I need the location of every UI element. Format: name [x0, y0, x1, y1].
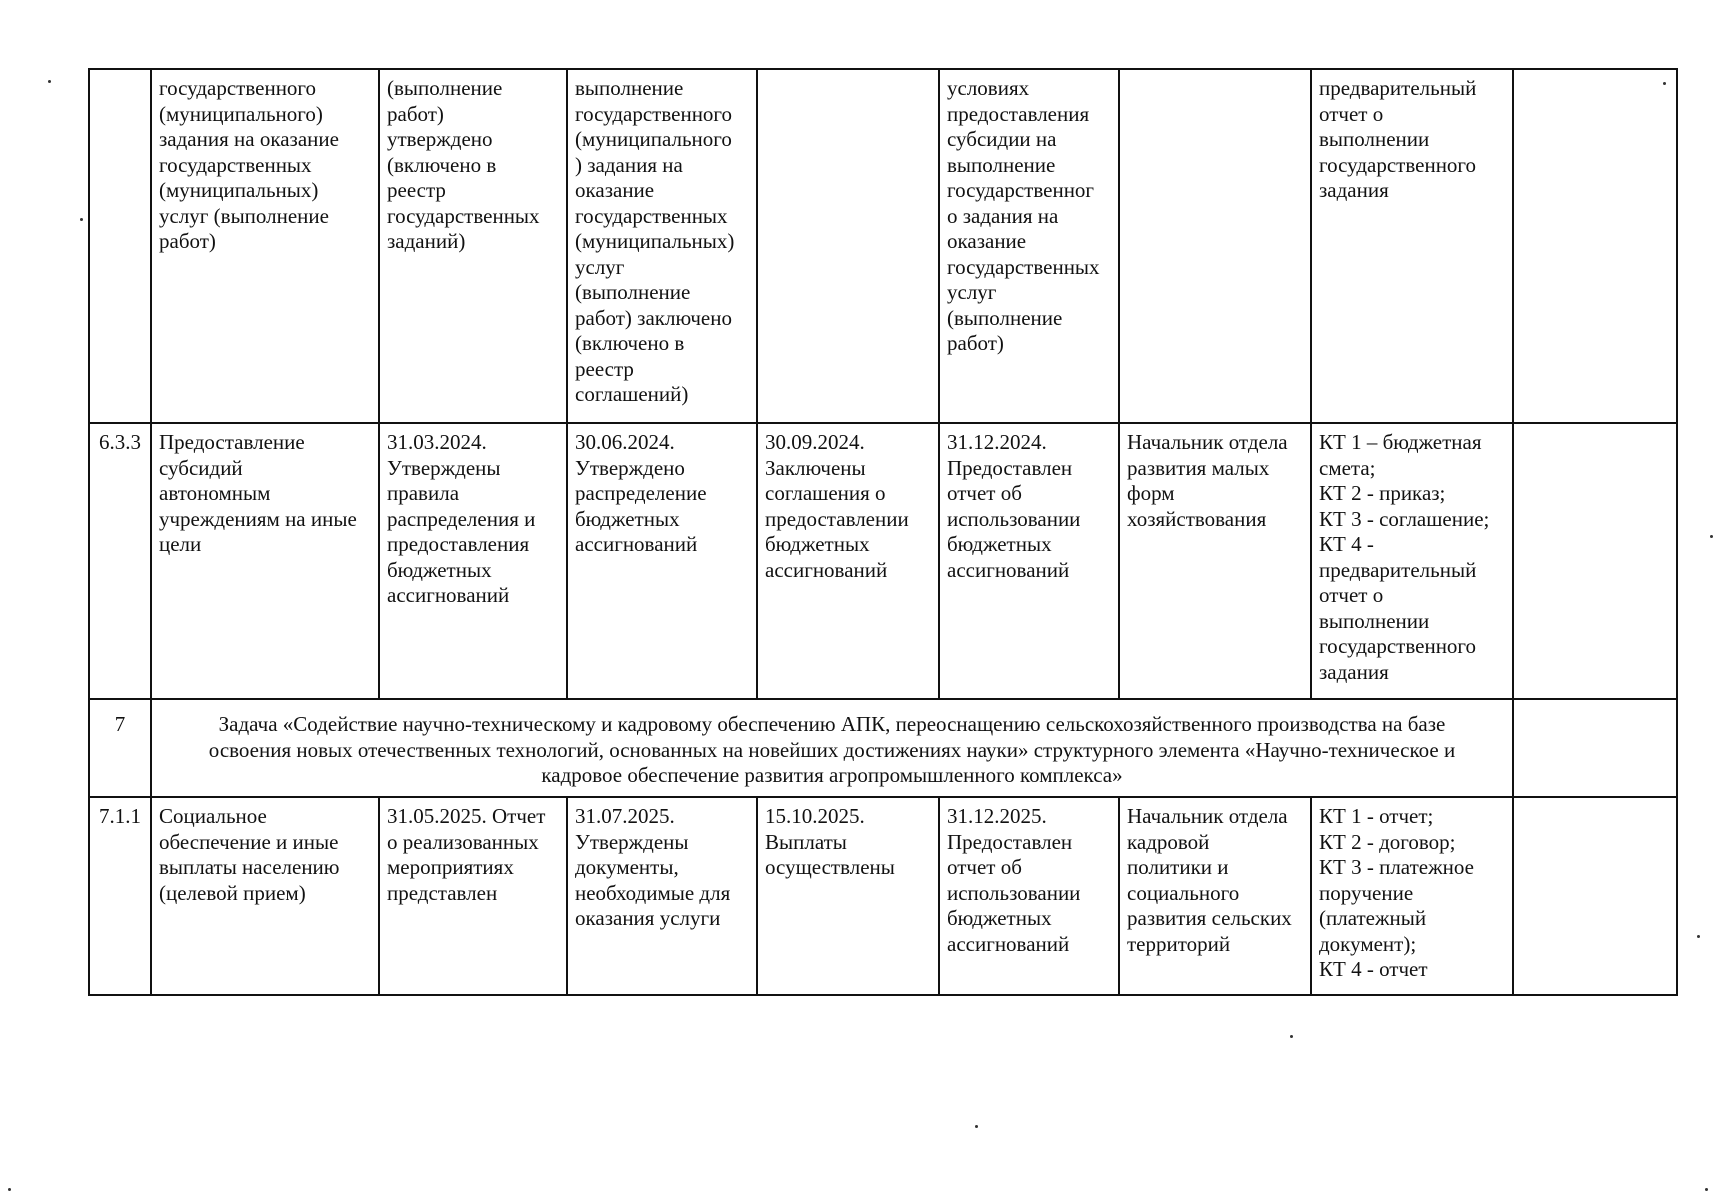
- implementation-plan-table: [88, 68, 1678, 996]
- scan-speck: [1705, 1188, 1708, 1191]
- task-description-cell: [151, 699, 1513, 797]
- cell-text-line: Начальник отдела: [1127, 430, 1288, 454]
- cell-text-line: освоения новых отечественных технологий, основанных на новейших достижениях науки» структурного элемента «Научно-техническое и: [208, 737, 1456, 762]
- scan-speck: [1697, 935, 1700, 938]
- cell-text-line: задания: [1319, 178, 1389, 202]
- cell-text-line: распределения и: [387, 506, 536, 531]
- cell-text-line: обеспечение и иные: [159, 829, 339, 854]
- cell-text-line: бюджетных: [765, 532, 870, 556]
- cell-text-line: отчет об: [947, 855, 1022, 879]
- cell-text-line: ассигнований: [947, 931, 1070, 956]
- cell-text-line: ассигнований: [947, 557, 1070, 582]
- cell-text-line: смета;: [1319, 455, 1376, 480]
- cell-text-line: оказание: [947, 229, 1027, 253]
- cell-text-line: 31.12.2025.: [947, 804, 1047, 828]
- cell-text-line: развития сельских: [1127, 906, 1292, 930]
- cell-text-line: (муниципального): [159, 101, 323, 126]
- cell-text-line: отчет о: [1319, 101, 1384, 126]
- cell-text-line: развития малых: [1127, 455, 1270, 480]
- row-number-cell: 7: [89, 699, 151, 797]
- scan-speck: [1290, 1035, 1293, 1038]
- cell-text-line: соглашения о: [765, 481, 886, 505]
- cell-text-line: кадровой: [1127, 829, 1210, 854]
- cell-text-line: (муниципальных): [159, 178, 319, 202]
- scan-speck: [975, 1125, 978, 1128]
- cell-text-line: КТ 4 -: [1319, 532, 1374, 556]
- cell-text-line: реестр: [575, 356, 634, 381]
- cell-text-line: реестр: [387, 178, 446, 202]
- documents-cell: [1311, 797, 1513, 995]
- documents-cell: [1311, 423, 1513, 699]
- checkpoint-2-cell: [567, 797, 757, 995]
- cell-text-line: условиях: [947, 76, 1030, 100]
- scan-speck: [8, 1188, 11, 1191]
- cell-text-line: 31.12.2024.: [947, 430, 1047, 454]
- cell-text-line: (выполнение: [387, 76, 503, 100]
- scan-speck: [1710, 535, 1713, 538]
- cell-text-line: утверждено: [387, 127, 493, 151]
- row-number-cell: 7.1.1: [89, 797, 151, 995]
- cell-text-line: оказание: [575, 178, 655, 202]
- cell-text-line: заданий): [387, 229, 466, 253]
- cell-text-line: КТ 1 – бюджетная: [1319, 430, 1482, 454]
- cell-text-line: 31.03.2024.: [387, 430, 487, 454]
- cell-text-line: работ): [159, 229, 216, 253]
- responsible-cell: [1119, 423, 1311, 699]
- cell-text-line: ассигнований: [575, 532, 698, 556]
- cell-text-line: услуг (выполнение: [159, 203, 329, 228]
- cell-text-line: Выплаты: [765, 829, 847, 854]
- extra-cell: [1513, 69, 1677, 423]
- cell-text-line: КТ 2 - договор;: [1319, 829, 1456, 854]
- cell-text-line: политики и: [1127, 855, 1229, 879]
- checkpoint-2-cell: [567, 69, 757, 423]
- cell-text-line: задания: [1319, 659, 1389, 684]
- row-number-cell: [89, 69, 151, 423]
- cell-text-line: поручение: [1319, 880, 1414, 905]
- cell-text-line: выполнение: [947, 152, 1056, 177]
- cell-text-line: бюджетных: [575, 506, 680, 531]
- cell-text-line: КТ 4 - отчет: [1319, 957, 1428, 981]
- cell-text-line: государственног: [947, 178, 1095, 202]
- cell-text-line: КТ 1 - отчет;: [1319, 804, 1434, 828]
- checkpoint-2-cell: [567, 423, 757, 699]
- checkpoint-3-cell: [757, 69, 939, 423]
- cell-text-line: (выполнение: [947, 305, 1063, 330]
- cell-text-line: документы,: [575, 855, 679, 879]
- cell-text-line: Социальное: [159, 804, 267, 828]
- table-row: [89, 797, 1677, 995]
- cell-text-line: ассигнований: [765, 557, 888, 582]
- cell-text-line: (муниципальных): [575, 229, 735, 253]
- cell-text-line: (целевой прием): [159, 880, 306, 905]
- cell-text-line: соглашений): [575, 382, 689, 406]
- cell-text-line: Утверждено: [575, 455, 685, 480]
- cell-text-line: государственных: [387, 203, 540, 228]
- cell-text-line: работ) заключено: [575, 305, 732, 330]
- cell-text-line: оказания услуги: [575, 906, 721, 930]
- cell-text-line: государственного: [159, 76, 317, 100]
- cell-text-line: услуг: [575, 254, 625, 279]
- cell-text-line: государственных: [947, 254, 1100, 279]
- cell-text-line: государственного: [1319, 634, 1477, 658]
- cell-text-line: распределение: [575, 481, 707, 505]
- cell-text-line: (муниципального: [575, 127, 732, 151]
- cell-text-line: документ);: [1319, 931, 1417, 956]
- cell-text-line: государственного: [1319, 152, 1477, 177]
- cell-text-line: учреждениям на иные: [159, 506, 357, 531]
- cell-text-line: выполнение: [575, 76, 684, 100]
- extra-cell: [1513, 699, 1677, 797]
- scan-speck: [1663, 82, 1666, 85]
- checkpoint-1-cell: [379, 69, 567, 423]
- cell-text-line: представлен: [387, 880, 498, 905]
- cell-text-line: 31.07.2025.: [575, 804, 675, 828]
- cell-text-line: автономным: [159, 481, 271, 505]
- task-row: [89, 699, 1677, 797]
- cell-text-line: кадровое обеспечение развития агропромышленного комплекса»: [541, 763, 1123, 787]
- checkpoint-3-cell: [757, 797, 939, 995]
- cell-text-line: КТ 2 - приказ;: [1319, 481, 1446, 505]
- checkpoint-3-cell: [757, 423, 939, 699]
- checkpoint-4-cell: [939, 423, 1119, 699]
- table-row: [89, 69, 1677, 423]
- cell-text-line: предоставления: [947, 101, 1090, 126]
- responsible-cell: [1119, 797, 1311, 995]
- cell-text-line: Утверждены: [575, 829, 689, 854]
- cell-text-line: работ): [387, 101, 444, 126]
- cell-text-line: 30.09.2024.: [765, 430, 865, 454]
- extra-cell: [1513, 797, 1677, 995]
- cell-text-line: КТ 3 - платежное: [1319, 855, 1474, 879]
- cell-text-line: хозяйствования: [1127, 506, 1267, 531]
- cell-text-line: (включено в: [387, 152, 497, 177]
- cell-text-line: Предоставлен: [947, 829, 1073, 854]
- cell-text-line: цели: [159, 532, 202, 556]
- cell-text-line: бюджетных: [947, 532, 1052, 556]
- cell-text-line: государственных: [159, 152, 312, 177]
- cell-text-line: Заключены: [765, 455, 866, 480]
- cell-text-line: территорий: [1127, 931, 1231, 956]
- cell-text-line: Предоставлен: [947, 455, 1073, 480]
- cell-text-line: услуг: [947, 280, 997, 304]
- cell-text-line: задания на оказание: [159, 127, 339, 151]
- table-row: [89, 423, 1677, 699]
- cell-text-line: бюджетных: [947, 906, 1052, 930]
- scan-speck: [48, 80, 51, 83]
- documents-cell: [1311, 69, 1513, 423]
- cell-text-line: правила: [387, 481, 460, 505]
- cell-text-line: Предоставление: [159, 430, 305, 454]
- cell-text-line: субсидий: [159, 455, 243, 480]
- cell-text-line: предварительный: [1319, 557, 1477, 582]
- extra-cell: [1513, 423, 1677, 699]
- scan-speck: [80, 218, 83, 221]
- cell-text-line: государственного: [575, 101, 733, 126]
- cell-text-line: субсидии на: [947, 127, 1057, 151]
- cell-text-line: необходимые для: [575, 880, 731, 905]
- cell-text-line: форм: [1127, 481, 1175, 505]
- cell-text-line: предварительный: [1319, 76, 1477, 100]
- cell-text-line: (платежный: [1319, 906, 1427, 930]
- cell-text-line: отчет о: [1319, 583, 1384, 607]
- cell-text-line: предоставления: [387, 532, 530, 556]
- cell-text-line: выполнении: [1319, 127, 1430, 151]
- row-number-cell: 6.3.3: [89, 423, 151, 699]
- cell-text-line: (выполнение: [575, 280, 691, 304]
- checkpoint-4-cell: [939, 797, 1119, 995]
- cell-text-line: ассигнований: [387, 583, 510, 607]
- cell-text-line: государственных: [575, 203, 728, 228]
- cell-text-line: отчет об: [947, 481, 1022, 505]
- cell-text-line: ) задания на: [575, 152, 683, 177]
- cell-text-line: (включено в: [575, 331, 685, 355]
- cell-text-line: использовании: [947, 506, 1081, 531]
- responsible-cell: [1119, 69, 1311, 423]
- checkpoint-4-cell: [939, 69, 1119, 423]
- cell-text-line: выплаты населению: [159, 855, 340, 879]
- cell-text-line: бюджетных: [387, 557, 492, 582]
- cell-text-line: Начальник отдела: [1127, 804, 1288, 828]
- cell-text-line: 30.06.2024.: [575, 430, 675, 454]
- event-name-cell: [151, 797, 379, 995]
- cell-text-line: работ): [947, 331, 1004, 355]
- event-name-cell: [151, 423, 379, 699]
- cell-text-line: социального: [1127, 880, 1240, 905]
- cell-text-line: использовании: [947, 880, 1081, 905]
- checkpoint-1-cell: [379, 423, 567, 699]
- checkpoint-1-cell: [379, 797, 567, 995]
- cell-text-line: КТ 3 - соглашение;: [1319, 506, 1490, 531]
- event-name-cell: [151, 69, 379, 423]
- cell-text-line: предоставлении: [765, 506, 909, 531]
- cell-text-line: о задания на: [947, 203, 1059, 228]
- cell-text-line: 31.05.2025. Отчет: [387, 804, 546, 828]
- cell-text-line: Утверждены: [387, 455, 501, 480]
- cell-text-line: о реализованных: [387, 829, 539, 854]
- cell-text-line: Задача «Содействие научно-техническому и кадровому обеспечению АПК, переоснащению сельскохозяйственного производства на базе: [218, 712, 1446, 736]
- cell-text-line: мероприятиях: [387, 855, 514, 879]
- cell-text-line: 15.10.2025.: [765, 804, 865, 828]
- cell-text-line: осуществлены: [765, 855, 895, 879]
- cell-text-line: выполнении: [1319, 608, 1430, 633]
